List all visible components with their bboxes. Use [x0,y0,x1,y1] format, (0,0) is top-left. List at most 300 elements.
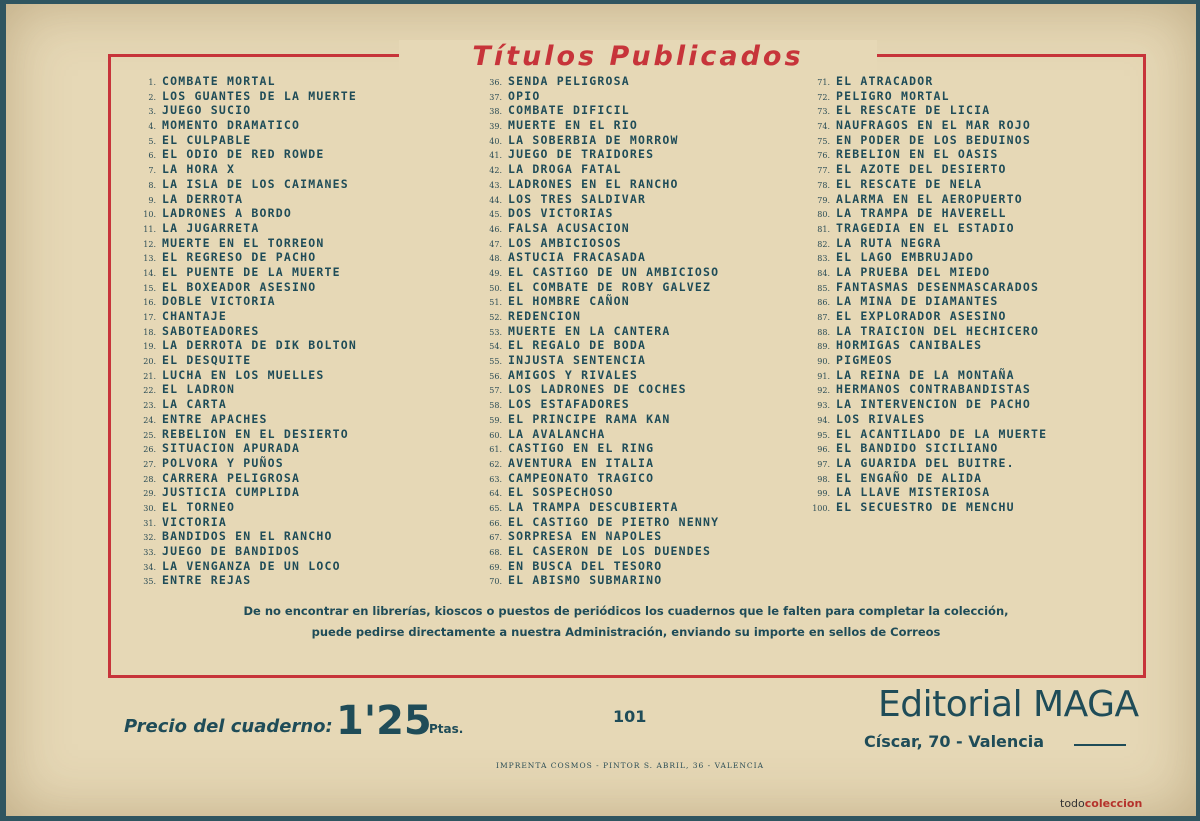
title-text: LA TRAMPA DE HAVERELL [836,206,1007,221]
title-text: POLVORA Y PUÑOS [162,455,284,470]
title-list-item [478,353,719,368]
title-text: CHANTAJE [162,309,227,323]
title-number: 66. [489,518,502,528]
issue-number: 101 [613,707,647,726]
title-number: 68. [489,548,502,557]
title-text: EL CASTIGO DE UN AMBICIOSO [508,264,720,279]
title-number: 77. [817,166,830,176]
title-text: SENDA PELIGROSA [508,74,630,88]
title-list-item [132,89,357,104]
title-text: EL EXPLORADOR ASESINO [836,309,1007,323]
title-list-item [478,221,719,236]
title-list-item [806,353,1047,368]
title-number: 65. [489,503,502,513]
title-number: 23. [143,401,156,411]
title-number: 54. [489,342,502,352]
title-text: EL AZOTE DEL DESIERTO [836,162,1007,177]
title-list-item [806,412,1047,427]
title-text: LA MINA DE DIAMANTES [836,294,999,309]
title-number: 30. [143,503,156,513]
title-list-item [132,559,357,574]
title-list-item [132,206,357,221]
title-number: 4. [148,122,156,132]
title-number: 51. [489,298,502,308]
title-number: 5. [148,136,156,146]
title-number: 60. [489,430,502,440]
title-number: 98. [817,474,830,484]
publisher-name: Editorial MAGA [878,684,1139,725]
title-list-item [806,221,1047,236]
title-number: 80. [817,210,830,220]
title-text: FANTASMAS DESENMASCARADOS [836,279,1040,294]
title-list-item [478,74,719,89]
title-number: 59. [489,415,502,425]
price-label: Precio del cuaderno: [124,716,333,737]
title-list-item [132,309,357,324]
title-list-item [132,103,357,118]
title-number: 62. [489,459,502,469]
title-list-item [806,192,1047,207]
title-number: 12. [143,239,156,249]
title-text: EL REGRESO DE PACHO [162,250,317,265]
title-number: 28. [143,474,156,484]
title-list-item [132,162,357,177]
title-number: 46. [489,224,502,234]
title-text: EL ATRACADOR [836,74,934,88]
title-text: LA ISLA DE LOS CAIMANES [162,176,349,191]
title-text: LA DERROTA [162,191,244,206]
title-text: ASTUCIA FRACASADA [508,250,647,265]
title-list-item [806,162,1047,177]
comic-back-cover [6,4,1196,816]
title-list-item [806,236,1047,251]
title-text: EL PUENTE DE LA MUERTE [162,264,341,279]
title-column-2 [478,74,719,588]
title-text: LA JUGARRETA [162,220,260,235]
title-number: 47. [489,239,502,249]
title-number: 18. [143,327,156,337]
title-text: JUEGO DE BANDIDOS [162,544,301,558]
title-text: ALARMA EN EL AEROPUERTO [836,191,1023,206]
title-list-item [132,382,357,397]
title-text: OPIO [508,88,541,103]
title-text: INJUSTA SENTENCIA [508,353,647,368]
title-list-item [806,294,1047,309]
title-text: EL PRINCIPE RAMA KAN [508,411,671,426]
title-number: 10. [143,210,156,220]
title-number: 61. [489,445,502,455]
title-number: 7. [148,166,156,176]
title-number: 22. [143,386,156,396]
title-number: 13. [143,254,156,264]
title-number: 11. [143,224,156,234]
title-number: 99. [817,489,830,499]
title-text: REBELION EN EL DESIERTO [162,426,349,441]
title-number: 19. [143,342,156,352]
title-list-item [132,500,357,515]
title-list-item [806,250,1047,265]
title-list-item [806,500,1047,515]
title-number: 26. [143,445,156,455]
title-list-item [806,471,1047,486]
title-list-item [478,515,719,530]
title-text: EL ACANTILADO DE LA MUERTE [836,426,1048,441]
title-number: 84. [817,268,830,278]
title-text: LOS ESTAFADORES [508,397,630,412]
title-number: 90. [817,357,830,367]
title-text: LOS GUANTES DE LA MUERTE [162,88,357,103]
title-text: EL DESQUITE [162,353,252,368]
title-text: EL CULPABLE [162,132,252,147]
title-text: REBELION EN EL OASIS [836,147,999,162]
title-number: 83. [817,254,830,264]
title-list-item [132,324,357,339]
title-text: EL ENGAÑO DE ALIDA [836,470,983,485]
watermark-brand-a: todo [1060,797,1085,810]
title-text: TRAGEDIA EN EL ESTADIO [836,220,1015,235]
title-list-item [478,250,719,265]
title-text: LA DROGA FATAL [508,162,622,177]
title-list-item [478,265,719,280]
title-list-item [478,559,719,574]
title-number: 31. [143,518,156,528]
title-text: MOMENTO DRAMATICO [162,118,301,133]
title-text: EL RESCATE DE LICIA [836,103,991,118]
title-list-item [806,74,1047,89]
title-list-item [478,324,719,339]
title-text: LOS RIVALES [836,411,926,426]
title-list-item [478,338,719,353]
title-list-item [478,471,719,486]
title-number: 67. [489,533,502,543]
title-number: 72. [817,92,830,102]
title-list-item [132,74,357,89]
title-text: EL LAGO EMBRUJADO [836,250,975,265]
title-number: 73. [817,107,830,117]
title-list-item [806,147,1047,162]
title-number: 17. [143,313,156,322]
title-list-item [132,485,357,500]
title-list-item [478,118,719,133]
title-list-item [132,529,357,544]
title-text: JUSTICIA CUMPLIDA [162,485,301,500]
title-list-item [806,206,1047,221]
title-list-item [132,427,357,442]
title-number: 50. [489,283,502,293]
title-number: 21. [143,371,156,381]
title-list-item [806,103,1047,118]
title-text: NAUFRAGOS EN EL MAR ROJO [836,118,1031,133]
title-list-item [478,89,719,104]
title-number: 78. [817,180,830,190]
title-list-item [806,280,1047,295]
title-text: MUERTE EN EL TORREON [162,235,325,250]
title-number: 27. [143,459,156,469]
watermark-brand-b: coleccion [1084,797,1143,810]
title-number: 14. [143,268,156,278]
title-list-item [478,382,719,397]
title-text: LA HORA X [162,162,236,177]
title-list-item [478,485,719,500]
title-text: EL BANDIDO SICILIANO [836,441,999,456]
title-list-item [806,427,1047,442]
title-number: 6. [148,151,156,161]
title-text: CAMPEONATO TRAGICO [508,470,655,485]
price-unit: Ptas. [429,722,464,736]
title-list-item [478,412,719,427]
title-number: 25. [143,430,156,440]
title-text: LA LLAVE MISTERIOSA [836,485,991,500]
title-list-item [478,133,719,148]
title-text: AMIGOS Y RIVALES [508,367,638,382]
title-text: MUERTE EN EL RIO [508,118,638,133]
title-number: 15. [143,283,156,293]
title-list-item [132,353,357,368]
title-number: 63. [489,474,502,484]
title-number: 42. [489,166,502,176]
title-list-item [478,544,719,559]
title-number: 94. [817,415,830,425]
title-text: REDENCION [508,309,582,323]
title-number: 45. [489,210,502,220]
title-number: 56. [489,371,502,381]
title-list-item [478,529,719,544]
title-list-item [478,441,719,456]
title-number: 2. [148,92,156,102]
title-list-item [132,294,357,309]
title-text: EL COMBATE DE ROBY GALVEZ [508,279,712,294]
title-list-item [478,236,719,251]
title-number: 49. [489,268,502,278]
title-list-item [806,397,1047,412]
title-list-item [806,382,1047,397]
title-list-item [806,309,1047,324]
title-text: LA GUARIDA DEL BUITRE. [836,455,1015,470]
title-list-item [806,265,1047,280]
title-number: 97. [817,459,830,469]
title-text: VICTORIA [162,514,227,529]
title-number: 29. [143,489,156,499]
title-text: LA AVALANCHA [508,426,606,441]
title-number: 85. [817,283,830,293]
title-list-item [478,368,719,383]
title-list-item [132,118,357,133]
title-text: EL HOMBRE CAÑON [508,294,630,309]
title-list-item [132,177,357,192]
title-list-item [478,162,719,177]
title-number: 76. [817,151,830,161]
title-number: 1. [148,78,156,87]
title-list-item [132,573,357,588]
printer-credit: IMPRENTA COSMOS - PINTOR S. ABRIL, 36 - VALENCIA [496,761,765,770]
title-text: DOBLE VICTORIA [162,294,276,309]
title-number: 34. [143,562,156,572]
title-number: 91. [817,371,830,381]
title-text: MUERTE EN LA CANTERA [508,323,671,338]
title-number: 92. [817,386,830,396]
title-number: 16. [143,298,156,308]
title-number: 8. [148,180,156,190]
title-list-item [478,427,719,442]
title-text: BANDIDOS EN EL RANCHO [162,529,333,544]
title-number: 20. [143,357,156,367]
title-text: EL CASTIGO DE PIETRO NENNY [508,514,720,529]
title-list-item [132,397,357,412]
title-list-item [132,236,357,251]
title-number: 89. [817,342,830,352]
price-value: 1'25 [336,698,432,744]
title-text: COMBATE DIFICIL [508,103,630,118]
title-number: 55. [489,357,502,367]
title-text: PIGMEOS [836,353,893,368]
title-number: 53. [489,327,502,337]
title-text: LA INTERVENCION DE PACHO [836,397,1031,412]
title-list-item [132,147,357,162]
title-text: LA CARTA [162,397,227,412]
title-list-item [478,397,719,412]
section-title: Títulos Publicados [399,40,877,74]
title-text: LA PRUEBA DEL MIEDO [836,264,991,279]
title-list-item [478,500,719,515]
publisher-address: Císcar, 70 - Valencia [864,732,1045,751]
title-list-item [478,573,719,588]
title-text: AVENTURA EN ITALIA [508,455,655,470]
title-number: 87. [817,313,830,322]
title-list-item [478,206,719,221]
title-list-item [806,441,1047,456]
title-text: EL BOXEADOR ASESINO [162,279,317,294]
title-text: LA DERROTA DE DIK BOLTON [162,338,357,353]
title-text: LA TRAMPA DESCUBIERTA [508,499,679,514]
title-text: EL ODIO DE RED ROWDE [162,147,325,162]
title-number: 95. [817,430,830,440]
title-number: 57. [489,386,502,396]
title-number: 40. [489,136,502,146]
title-text: LA REINA DE LA MONTAÑA [836,367,1015,382]
title-text: LOS TRES SALDIVAR [508,191,647,206]
title-number: 79. [817,195,830,205]
title-text: EL SOSPECHOSO [508,485,614,500]
title-list-item [478,280,719,295]
title-number: 71. [817,78,830,87]
title-number: 33. [143,548,156,557]
title-list-item [132,368,357,383]
title-text: JUEGO SUCIO [162,103,252,118]
title-number: 64. [489,489,502,499]
title-number: 32. [143,533,156,543]
title-list-item [806,177,1047,192]
title-text: JUEGO DE TRAIDORES [508,147,655,162]
title-number: 43. [489,180,502,190]
title-number: 9. [148,195,156,205]
title-list-item [132,456,357,471]
title-list-item [132,280,357,295]
title-number: 41. [489,151,502,161]
title-text: PELIGRO MORTAL [836,88,950,103]
title-list-item [132,192,357,207]
title-text: EN BUSCA DEL TESORO [508,558,663,573]
title-list-item [132,338,357,353]
title-number: 82. [817,239,830,249]
title-number: 96. [817,445,830,455]
title-text: LADRONES EN EL RANCHO [508,176,679,191]
title-text: EL REGALO DE BODA [508,338,647,353]
title-number: 38. [489,107,502,117]
title-text: EL RESCATE DE NELA [836,176,983,191]
title-list-item [478,147,719,162]
title-text: ENTRE APACHES [162,411,268,426]
title-list-item [478,294,719,309]
title-text: HERMANOS CONTRABANDISTAS [836,382,1031,397]
title-number: 37. [489,92,502,102]
title-list-item [132,544,357,559]
title-list-item [806,133,1047,148]
title-list-item [132,412,357,427]
title-number: 52. [489,313,502,322]
title-text: HORMIGAS CANIBALES [836,338,983,353]
title-list-item [806,89,1047,104]
title-number: 75. [817,136,830,146]
title-text: CARRERA PELIGROSA [162,470,301,485]
title-number: 39. [489,122,502,132]
title-number: 48. [489,254,502,264]
notice-line-1: De no encontrar en librerías, kioscos o puestos de periódicos los cuadernos que le falten para completar la colección, [243,604,1009,618]
notice-line-2: puede pedirse directamente a nuestra Administración, enviando su importe en sellos de Correos [311,625,941,639]
title-list-item [478,309,719,324]
title-list-item [806,456,1047,471]
title-list-item [478,103,719,118]
title-list-item [806,338,1047,353]
title-number: 24. [143,415,156,425]
title-list-item [478,192,719,207]
title-list-item [806,485,1047,500]
title-text: LA TRAICION DEL HECHICERO [836,323,1040,338]
title-text: FALSA ACUSACION [508,220,630,235]
title-text: EL ABISMO SUBMARINO [508,573,663,588]
title-number: 100. [812,503,830,513]
title-text: LOS LADRONES DE COCHES [508,382,687,397]
title-text: CASTIGO EN EL RING [508,441,655,456]
title-number: 35. [143,577,156,587]
title-list-item [132,133,357,148]
title-list-item [132,250,357,265]
title-number: 93. [817,401,830,411]
title-text: EL SECUESTRO DE MENCHU [836,499,1015,514]
site-watermark [1060,797,1142,810]
title-number: 74. [817,122,830,132]
title-number: 44. [489,195,502,205]
title-number: 36. [489,78,502,87]
title-text: LA SOBERBIA DE MORROW [508,132,679,147]
title-list-item [806,118,1047,133]
title-text: LA VENGANZA DE UN LOCO [162,558,341,573]
title-list-item [478,456,719,471]
title-list-item [132,515,357,530]
title-number: 86. [817,298,830,308]
title-list-item [132,265,357,280]
title-text: LA RUTA NEGRA [836,235,942,250]
title-column-1 [132,74,357,588]
title-list-item [132,221,357,236]
title-number: 70. [489,577,502,587]
title-text: SITUACION APURADA [162,441,301,456]
title-text: SABOTEADORES [162,323,260,338]
title-list-item [806,324,1047,339]
title-text: EL CASERON DE LOS DUENDES [508,544,712,558]
title-text: EL TORNEO [162,499,236,514]
title-list-item [478,177,719,192]
address-rule [1074,744,1126,746]
